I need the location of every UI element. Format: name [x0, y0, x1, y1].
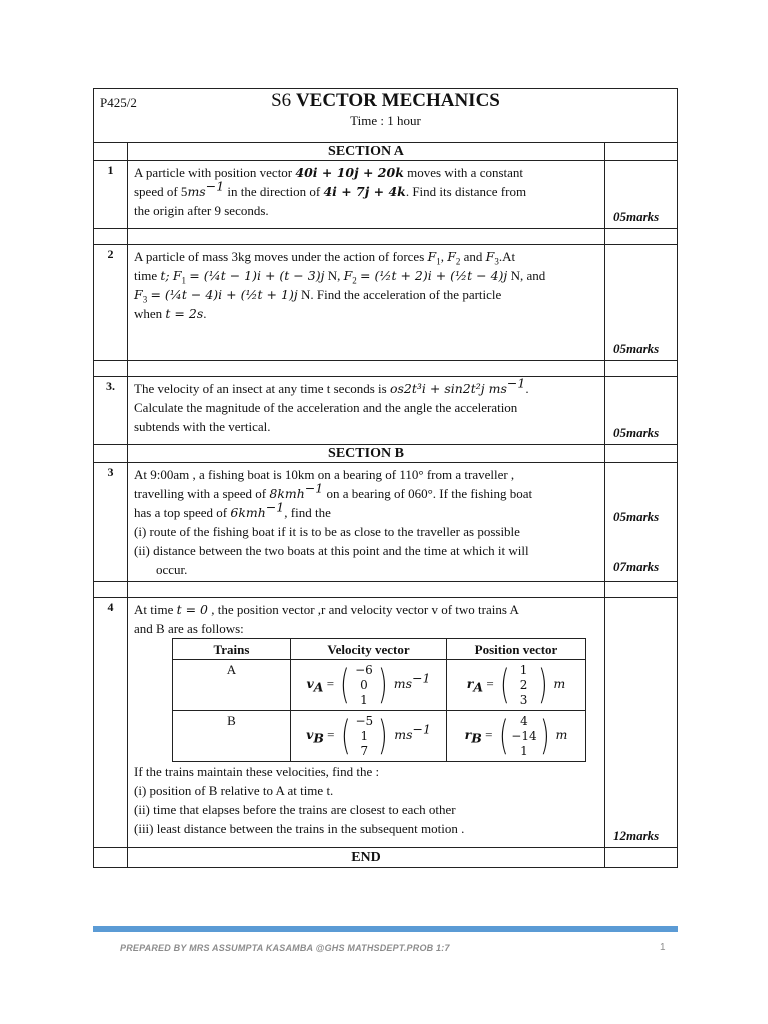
section-b-heading: SECTION B	[128, 445, 605, 463]
paper-code: P425/2	[100, 95, 137, 110]
question-1	[94, 161, 678, 229]
paper-title: S6 VECTOR MECHANICS	[271, 90, 500, 111]
footer-divider	[93, 926, 678, 932]
end-label: END	[128, 848, 605, 868]
question-number: 1	[94, 161, 128, 229]
question-number: 2	[94, 245, 128, 361]
question-marks: 12marks	[604, 598, 677, 848]
question-3a	[94, 377, 678, 445]
question-text: A particle of mass 3kg moves under the action of forces $F_1$, $F_2$ and $F_3.At$ time t; $F_1$ = (¼t − 1)i + (t − 3)j N, $F_2$ = (½t + 2)i + (½t − 4)j N, and $F_3$ = (¼t − 4)i + (½t + 1)j N. Find the acceleration of the particle when t = 2s.	[128, 245, 605, 361]
question-number: 3.	[94, 377, 128, 445]
position-vector: $r_A$ = ( 1 2 3 ) m	[447, 660, 586, 711]
question-2	[94, 245, 678, 361]
train-row	[173, 660, 586, 711]
question-number: 4	[94, 598, 128, 848]
section-a-heading: SECTION A	[128, 143, 605, 161]
paper-time: Time : 1 hour	[350, 113, 421, 128]
question-text: At time t = 0 , the position vector ,r and velocity vector v of two trains A and B are as follows: Trains Velocity vector Position vector A $v_A$ = ( −6 0 1 ) $ms^{-1}$ $r_A$ = ( 1 2 3 ) m B $v_B$ = ( −5 1 7 ) $ms^{-1}$ $r_B$ = ( 4 −14 1 ) m If the trains maintain these velocities, find the : (i) position of B relative to A at time t. (ii) time that elapses before the trains are closest to each other (iii) least distance between the trains in the subsequent motion .	[128, 598, 605, 848]
footer-prepared-by: PREPARED BY MRS ASSUMPTA KASAMBA @GHS MATHSDEPT.PROB 1:7	[120, 943, 450, 953]
question-number: 3	[94, 463, 128, 582]
page-number: 1	[660, 942, 666, 953]
velocity-vector: $v_A$ = ( −6 0 1 ) $ms^{-1}$	[291, 660, 447, 711]
train-row	[173, 711, 586, 762]
trains-header: Trains	[173, 639, 291, 660]
exam-paper-table	[93, 88, 678, 868]
question-marks: 05marks 07marks	[604, 463, 677, 582]
position-vector: $r_B$ = ( 4 −14 1 ) m	[447, 711, 586, 762]
trains-table	[172, 638, 586, 762]
paper-header	[94, 89, 678, 143]
question-text: A particle with position vector 40i + 10j + 20k moves with a constant speed of $5ms^{-1}$ in the direction of 4i + 7j + 4k. Find its distance from the origin after 9 seconds.	[128, 161, 605, 229]
question-4	[94, 598, 678, 848]
train-name: B	[173, 711, 291, 762]
position-header: Position vector	[447, 639, 586, 660]
velocity-header: Velocity vector	[291, 639, 447, 660]
question-text: The velocity of an insect at any time t seconds is os2t³i + sin2t²j $ms^{-1}$. Calculate the magnitude of the acceleration and the angle the acceleration subtends with the vertical.	[128, 377, 605, 445]
question-marks: 05marks	[604, 161, 677, 229]
velocity-vector: $v_B$ = ( −5 1 7 ) $ms^{-1}$	[291, 711, 447, 762]
question-text: At 9:00am , a fishing boat is 10km on a bearing of 110° from a traveller , travelling with a speed of 8kmh$^{-1}$ on a bearing of 060°. If the fishing boat has a top speed of 6kmh$^{-1}$, find the (i) route of the fishing boat if it is to be as close to the traveller as possible (ii) distance between the two boats at this point and the time at which it will occur.	[128, 463, 605, 582]
train-name: A	[173, 660, 291, 711]
question-marks: 05marks	[604, 377, 677, 445]
question-3b	[94, 463, 678, 582]
question-marks: 05marks	[604, 245, 677, 361]
